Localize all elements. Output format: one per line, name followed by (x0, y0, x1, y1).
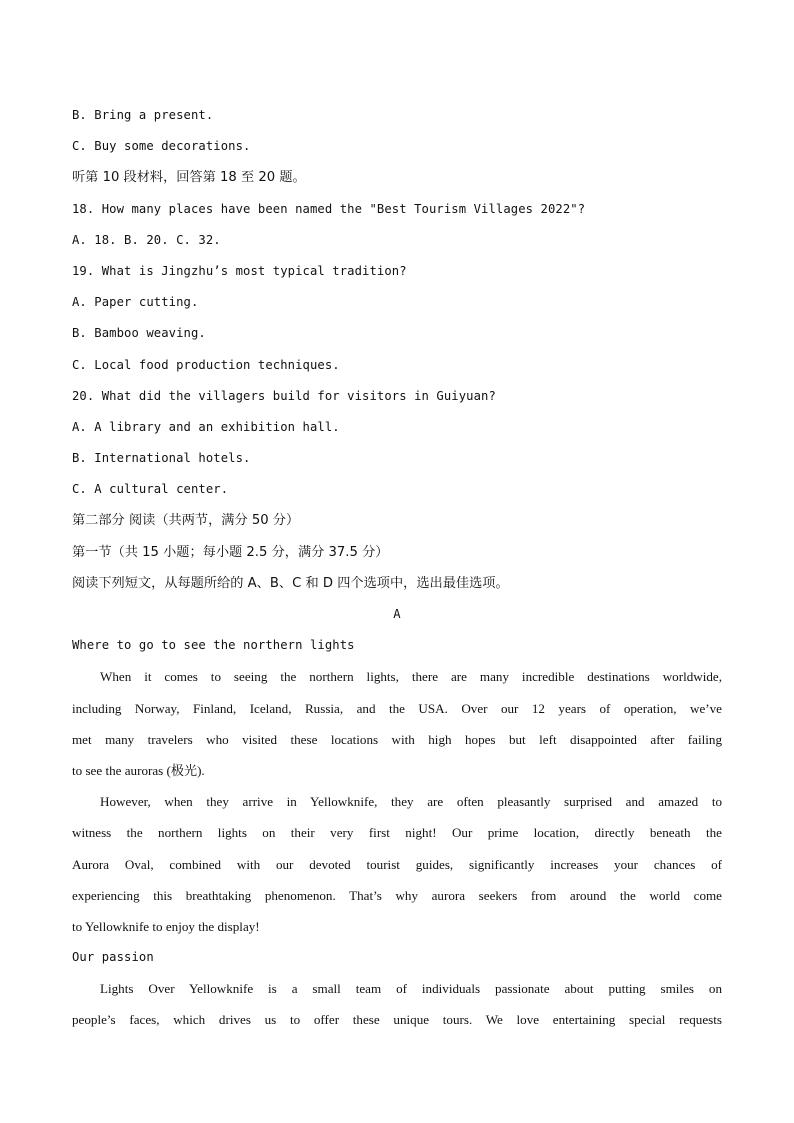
paragraph-line: Lights Over Yellowknife is a small team of individuals passionate about putting smiles on (100, 981, 722, 997)
question-19: 19. What is Jingzhu’s most typical tradition? (72, 263, 407, 278)
reading-instruction: 阅读下列短文，从每题所给的 A、B、C 和 D 四个选项中，选出最佳选项。 (72, 575, 509, 591)
question-19-option-a: A. Paper cutting. (72, 295, 199, 310)
question-20-option-a: A. A library and an exhibition hall. (72, 419, 340, 434)
question-20-option-b: B. International hotels. (72, 451, 251, 466)
paragraph-line: including Norway, Finland, Iceland, Russia, and the USA. Over our 12 years of operation, we’ve (72, 700, 722, 716)
subsection-heading: 第一节（共 15 小题；每小题 2.5 分，满分 37.5 分） (72, 544, 389, 560)
paragraph-line: to Yellowknife to enjoy the display! (72, 918, 260, 934)
paragraph-line: people’s faces, which drives us to offer these unique tours. We love entertaining special requests (72, 1012, 722, 1028)
option-line: C. Buy some decorations. (72, 139, 251, 154)
question-18-options: A. 18. B. 20. C. 32. (72, 232, 221, 247)
question-18: 18. How many places have been named the "Best Tourism Villages 2022"? (72, 201, 586, 216)
question-20-option-c: C. A cultural center. (72, 482, 229, 497)
paragraph-line: to see the auroras (极光). (72, 762, 205, 778)
instruction-line: 听第 10 段材料，回答第 18 至 20 题。 (72, 170, 306, 186)
paragraph-line: Aurora Oval, combined with our devoted tourist guides, significantly increases your chances of (72, 856, 722, 872)
paragraph-line: When it comes to seeing the northern lights, there are many incredible destinations worldwide, (100, 669, 722, 685)
question-19-option-b: B. Bamboo weaving. (72, 326, 206, 341)
document-page (72, 100, 722, 1036)
option-line: B. Bring a present. (72, 108, 214, 122)
paragraph-line: experiencing this breathtaking phenomenon. That’s why aurora seekers from around the world come (72, 887, 722, 903)
paragraph-line: met many travelers who visited these locations with high hopes but left disappointed after failing (72, 731, 722, 747)
section-heading: 第二部分 阅读（共两节，满分 50 分） (72, 513, 300, 529)
question-19-option-c: C. Local food production techniques. (72, 357, 340, 372)
paragraph-line: However, when they arrive in Yellowknife, they are often pleasantly surprised and amazed to (100, 794, 722, 810)
passage-title: Where to go to see the northern lights (72, 638, 355, 653)
question-20: 20. What did the villagers build for visitors in Guiyuan? (72, 388, 496, 403)
subheading-our-passion: Our passion (72, 950, 154, 965)
paragraph-line: witness the northern lights on their very first night! Our prime location, directly beneath the (72, 825, 722, 841)
passage-label: A (393, 607, 401, 621)
